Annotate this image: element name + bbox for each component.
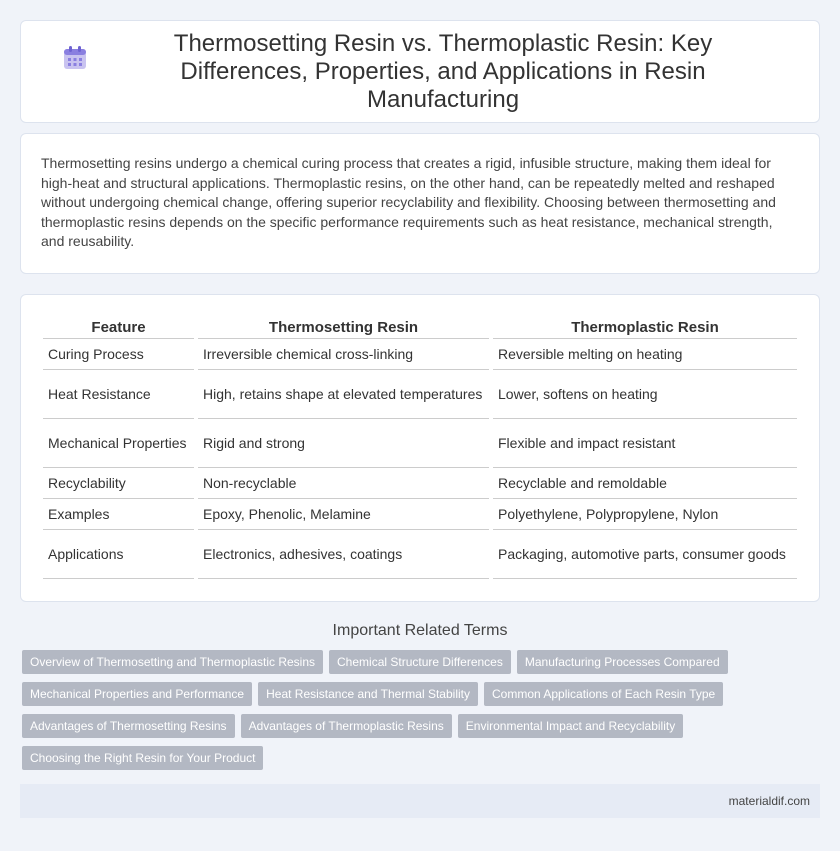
row-thermoplastic: Packaging, automotive parts, consumer goods	[493, 530, 797, 579]
table-row	[43, 339, 797, 370]
header-feature: Feature	[43, 317, 194, 339]
page-title: Thermosetting Resin vs. Thermoplastic Resin: Key Differences, Properties, and Applications in Resin Manufacturing	[173, 29, 713, 113]
row-thermoplastic: Lower, softens on heating	[493, 370, 797, 419]
row-thermoplastic: Polyethylene, Polypropylene, Nylon	[493, 499, 797, 530]
row-thermosetting: Irreversible chemical cross-linking	[198, 339, 489, 370]
related-term-tag[interactable]: Overview of Thermosetting and Thermoplastic Resins	[22, 650, 323, 674]
row-thermoplastic: Recyclable and remoldable	[493, 468, 797, 499]
related-term-tag[interactable]: Common Applications of Each Resin Type	[484, 682, 723, 706]
row-thermosetting: Epoxy, Phenolic, Melamine	[198, 499, 489, 530]
related-term-tag[interactable]: Heat Resistance and Thermal Stability	[258, 682, 478, 706]
row-feature: Curing Process	[43, 339, 194, 370]
comparison-table	[39, 317, 801, 579]
row-feature: Applications	[43, 530, 194, 579]
table-row	[43, 419, 797, 468]
related-term-tag[interactable]: Advantages of Thermoplastic Resins	[241, 714, 452, 738]
row-feature: Heat Resistance	[43, 370, 194, 419]
footer-site-link[interactable]: materialdif.com	[728, 794, 810, 808]
related-terms-section	[20, 622, 820, 770]
table-row	[43, 499, 797, 530]
row-feature: Examples	[43, 499, 194, 530]
row-thermosetting: Electronics, adhesives, coatings	[198, 530, 489, 579]
title-card	[20, 20, 820, 123]
row-feature: Recyclability	[43, 468, 194, 499]
header-thermosetting: Thermosetting Resin	[198, 317, 489, 339]
related-terms-list	[20, 650, 820, 770]
row-thermosetting: High, retains shape at elevated temperatures	[198, 370, 489, 419]
row-thermosetting: Non-recyclable	[198, 468, 489, 499]
intro-paragraph: Thermosetting resins undergo a chemical curing process that creates a rigid, infusible structure, making them ideal for high-heat and structural applications. Thermoplastic resins, on the other hand, can be repeatedly melted and reshaped without undergoing chemical change, offering superior recyclability and flexibility. Choosing between thermosetting and thermoplastic resins depends on the specific performance requirements such as heat resistance, mechanical strength, and reusability.	[41, 155, 776, 249]
table-row	[43, 468, 797, 499]
footer	[20, 784, 820, 818]
comparison-card	[20, 294, 820, 602]
row-feature: Mechanical Properties	[43, 419, 194, 468]
related-term-tag[interactable]: Environmental Impact and Recyclability	[458, 714, 683, 738]
related-term-tag[interactable]: Manufacturing Processes Compared	[517, 650, 728, 674]
related-term-tag[interactable]: Advantages of Thermosetting Resins	[22, 714, 235, 738]
row-thermoplastic: Flexible and impact resistant	[493, 419, 797, 468]
table-row	[43, 370, 797, 419]
row-thermosetting: Rigid and strong	[198, 419, 489, 468]
related-terms-heading: Important Related Terms	[332, 622, 508, 639]
related-term-tag[interactable]: Mechanical Properties and Performance	[22, 682, 252, 706]
table-row	[43, 530, 797, 579]
calendar-icon	[61, 44, 89, 72]
intro-card	[20, 133, 820, 274]
row-thermoplastic: Reversible melting on heating	[493, 339, 797, 370]
related-term-tag[interactable]: Choosing the Right Resin for Your Product	[22, 746, 263, 770]
header-thermoplastic: Thermoplastic Resin	[493, 317, 797, 339]
related-term-tag[interactable]: Chemical Structure Differences	[329, 650, 511, 674]
